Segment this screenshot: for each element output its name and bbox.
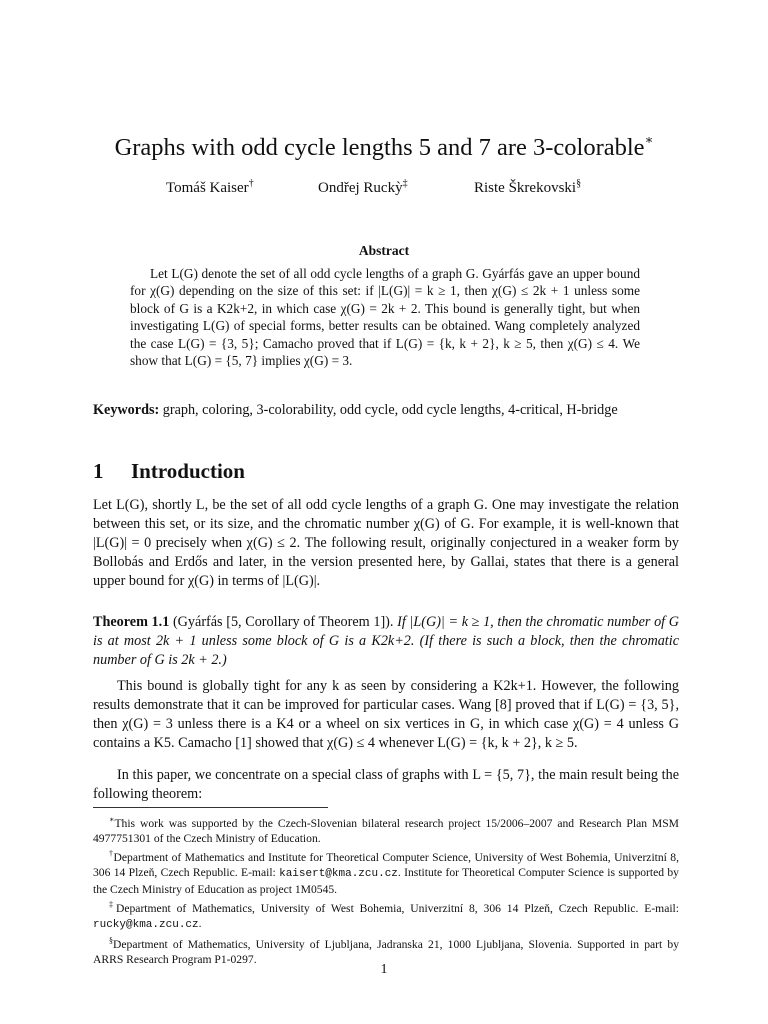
page-number: 1 (380, 962, 388, 977)
theorem-statement: If |L(G)| = k ≥ 1, then the chromatic number of G is at most 2k + 1 unless some block of G is a K2k+2. (If there is such a block, then the chromatic number of G is 2k + 2.) (93, 614, 680, 669)
email-link-kaiser[interactable]: kaisert@kma.zcu.cz (279, 868, 398, 880)
footnote-kaiser: †Department of Mathematics and Institute for Theoretical Computer Science, University of West Bohemia, Univerzitní 8, 306 14 Plzeň, Czech Republic. E-mail: kaisert@kma.zcu.cz. Institute for Theoretical Computer Science is supported by the Czech Ministry of Education as project 1M0545. (93, 849, 679, 897)
author-kaiser: Tomáš Kaiser† (166, 178, 254, 196)
author-skrekovski: Riste Škrekovski§ (474, 178, 582, 196)
intro-paragraph-1: Let L(G), shortly L, be the set of all odd cycle lengths of a graph G. One may investigate the relation between this set, or its size, and the chromatic number χ(G) of G. For example, it is well-known that |L(G)| = 0 precisely when χ(G) ≤ 2. The following result, originally conjectured in a weaker form by Bollobás and Erdős and later, in the version presented here, by Gallai, states that there is a general upper bound for χ(G) in terms of |L(G)|. (93, 497, 679, 590)
title-footnote-mark: ∗ (644, 132, 654, 147)
intro-paragraph-2: This bound is globally tight for any k as seen by considering a K2k+1. However, the following results demonstrate that it can be improved for particular cases. Wang [8] proved that if L(G) = {3, 5}, then χ(G) = 3 unless there is a K4 or a wheel on six vertices in G, in which case χ(G) = 4 unless G contains a K5. Camacho [1] showed that χ(G) ≤ 4 whenever L(G) = {k, k + 2}, k ≥ 5. (93, 678, 679, 752)
keywords (93, 401, 679, 420)
theorem-label: Theorem 1.1 (93, 614, 170, 630)
keywords-label: Keywords: (93, 402, 160, 418)
abstract-heading: Abstract (358, 243, 410, 258)
email-link-rucky[interactable]: rucky@kma.zcu.cz (93, 919, 199, 932)
theorem-citation: (Gyárfás [5, Corollary of Theorem 1]). (172, 614, 394, 630)
section-heading (93, 459, 245, 484)
intro-paragraph-3: In this paper, we concentrate on a special class of graphs with L = {5, 7}, the main result being the following theorem: (93, 767, 679, 803)
footnote-rule (93, 807, 328, 808)
theorem-1-1 (93, 613, 679, 670)
footnotes (93, 812, 679, 967)
footnote-rucky: ‡Department of Mathematics, University of West Bohemia, Univerzitní 8, 306 14 Plzeň, Czech Republic. E-mail: rucky@kma.zcu.cz. (93, 900, 680, 932)
footnote-funding: ∗This work was supported by the Czech-Slovenian bilateral research project 15/2006–2007 and Research Plan MSM 4977751301 of the Czech Ministry of Education. (93, 815, 679, 845)
abstract-body: Let L(G) denote the set of all odd cycle lengths of a graph G. Gyárfás gave an upper bound for χ(G) depending on the size of this set: if |L(G)| = k ≥ 1, then χ(G) ≤ 2k + 1 unless some block of G is a K2k+2, in which case χ(G) = 2k + 2. This bound is generally tight, but when investigating L(G) of special forms, better results can be obtained. Wang completely analyzed the case L(G) = {3, 5}; Camacho proved that if L(G) = {k, k + 2}, k ≥ 5, then χ(G) ≤ 4. We show that L(G) = {5, 7} implies χ(G) = 3. (130, 266, 640, 369)
paper-title: Graphs with odd cycle lengths 5 and 7 are 3-colorable∗ (114, 132, 654, 162)
author-list (0, 178, 768, 200)
author-rucky: Ondřej Ruckỳ‡ (318, 178, 408, 196)
section-number: 1 (93, 459, 104, 483)
keywords-text: graph, coloring, 3-colorability, odd cycle, odd cycle lengths, 4-critical, H-bridge (162, 402, 618, 418)
section-title: Introduction (131, 459, 245, 483)
footnote-skrekovski: §Department of Mathematics, University of Ljubljana, Jadranska 21, 1000 Ljubljana, Slovenia. Supported in part by ARRS Research Program P1-0297. (93, 936, 679, 967)
